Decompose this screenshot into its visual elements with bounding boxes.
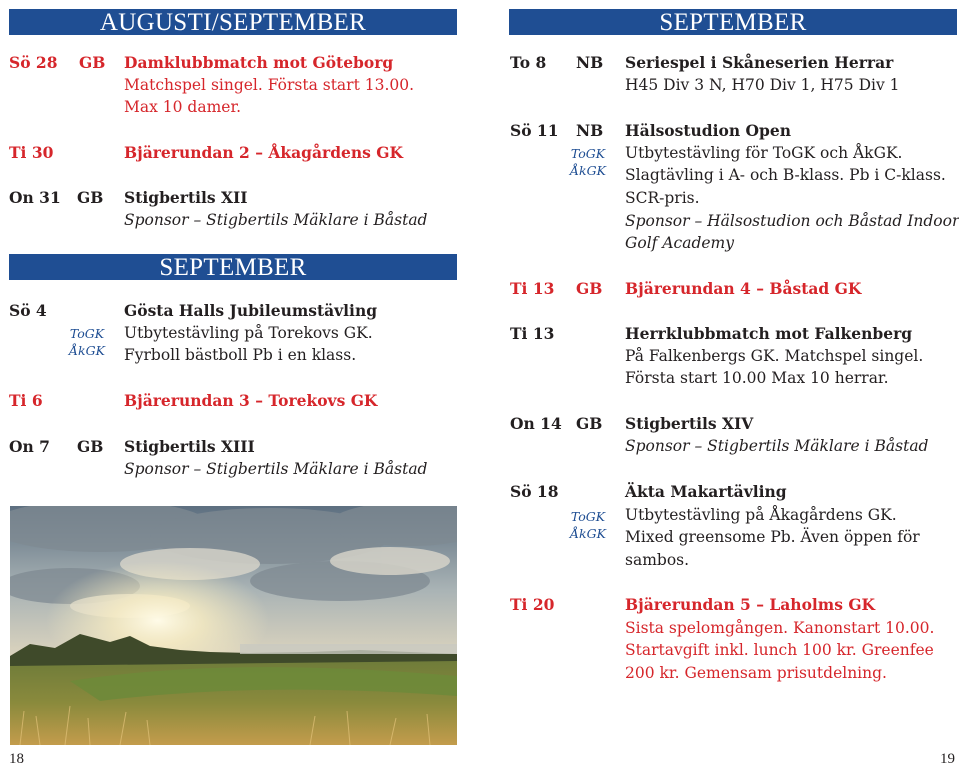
event-title: Bjärerundan 3 – Torekovs GK: [124, 391, 378, 410]
event-detail: H45 Div 3 N, H70 Div 1, H75 Div 1: [625, 76, 900, 94]
event-day: Sö 28: [9, 53, 58, 72]
event-detail: Utbytestävling på Torekovs GK.: [124, 324, 373, 342]
event-day: To 8: [510, 53, 547, 72]
event-title: Seriespel i Skåneserien Herrar: [625, 53, 894, 72]
september-header-right: SEPTEMBER: [509, 9, 957, 35]
event-detail: Utbytestävling för ToGK och ÅkGK.: [625, 144, 903, 162]
event-day: Ti 13: [510, 324, 555, 343]
golf-course-photo: [10, 506, 457, 745]
event-title: Damklubbmatch mot Göteborg: [124, 53, 394, 72]
event-title: Stigbertils XII: [124, 188, 248, 207]
event-day: Sö 18: [510, 482, 559, 501]
event-detail: sambos.: [625, 551, 690, 569]
event-day: Ti 30: [9, 143, 54, 162]
event-detail: Utbytestävling på Åkagårdens GK.: [625, 506, 897, 524]
event-code: NB: [576, 53, 604, 72]
event-code: NB: [576, 121, 604, 140]
event-sponsor: Sponsor – Stigbertils Mäklare i Båstad: [124, 211, 428, 229]
event-detail: Första start 10.00 Max 10 herrar.: [625, 369, 889, 387]
event-code: GB: [576, 414, 603, 433]
event-day: Ti 13: [510, 279, 555, 298]
club-codes: ToGK ÅkGK: [69, 326, 105, 358]
event-detail: Matchspel singel. Första start 13.00.: [124, 76, 415, 94]
event-day: Ti 20: [510, 595, 555, 614]
event-day: Sö 4: [9, 301, 47, 320]
event-sponsor: Sponsor – Hälsostudion och Båstad Indoor: [625, 212, 959, 230]
event-code: GB: [77, 437, 104, 456]
event-detail: Startavgift inkl. lunch 100 kr. Greenfee: [625, 641, 934, 659]
event-detail: 200 kr. Gemensam prisutdelning.: [625, 664, 887, 682]
event-title: Bjärerundan 4 – Båstad GK: [625, 279, 862, 298]
event-day: On 7: [9, 437, 50, 456]
club-codes: ToGK ÅkGK: [570, 509, 606, 541]
event-title: Äkta Makartävling: [625, 482, 787, 501]
event-detail: Sista spelomgången. Kanonstart 10.00.: [625, 619, 935, 637]
event-detail: Max 10 damer.: [124, 98, 242, 116]
september-header-left: SEPTEMBER: [9, 254, 457, 280]
event-title: Gösta Halls Jubileumstävling: [124, 301, 378, 320]
page-number-right: 19: [940, 751, 955, 767]
event-title: Bjärerundan 5 – Laholms GK: [625, 595, 876, 614]
event-detail: På Falkenbergs GK. Matchspel singel.: [625, 347, 924, 365]
event-day: Sö 11: [510, 121, 559, 140]
event-sponsor: Sponsor – Stigbertils Mäklare i Båstad: [124, 460, 428, 478]
event-detail: Mixed greensome Pb. Även öppen för: [625, 528, 920, 546]
club-codes: ToGK ÅkGK: [570, 146, 606, 178]
event-title: Bjärerundan 2 – Åkagårdens GK: [124, 143, 404, 162]
event-day: Ti 6: [9, 391, 43, 410]
event-sponsor: Sponsor – Stigbertils Mäklare i Båstad: [625, 437, 929, 455]
august-september-header: AUGUSTI/SEPTEMBER: [9, 9, 457, 35]
event-sponsor: Golf Academy: [625, 234, 734, 252]
page-number-left: 18: [9, 751, 24, 767]
event-code: GB: [576, 279, 603, 298]
event-code: GB: [79, 53, 106, 72]
event-title: Hälsostudion Open: [625, 121, 791, 140]
event-day: On 31: [9, 188, 61, 207]
event-title: Stigbertils XIV: [625, 414, 754, 433]
event-detail: Fyrboll bästboll Pb i en klass.: [124, 346, 357, 364]
event-title: Herrklubbmatch mot Falkenberg: [625, 324, 913, 343]
event-detail: Slagtävling i A- och B-klass. Pb i C-klass.: [625, 166, 946, 184]
event-title: Stigbertils XIII: [124, 437, 255, 456]
event-day: On 14: [510, 414, 562, 433]
event-code: GB: [77, 188, 104, 207]
event-detail: SCR-pris.: [625, 189, 700, 207]
